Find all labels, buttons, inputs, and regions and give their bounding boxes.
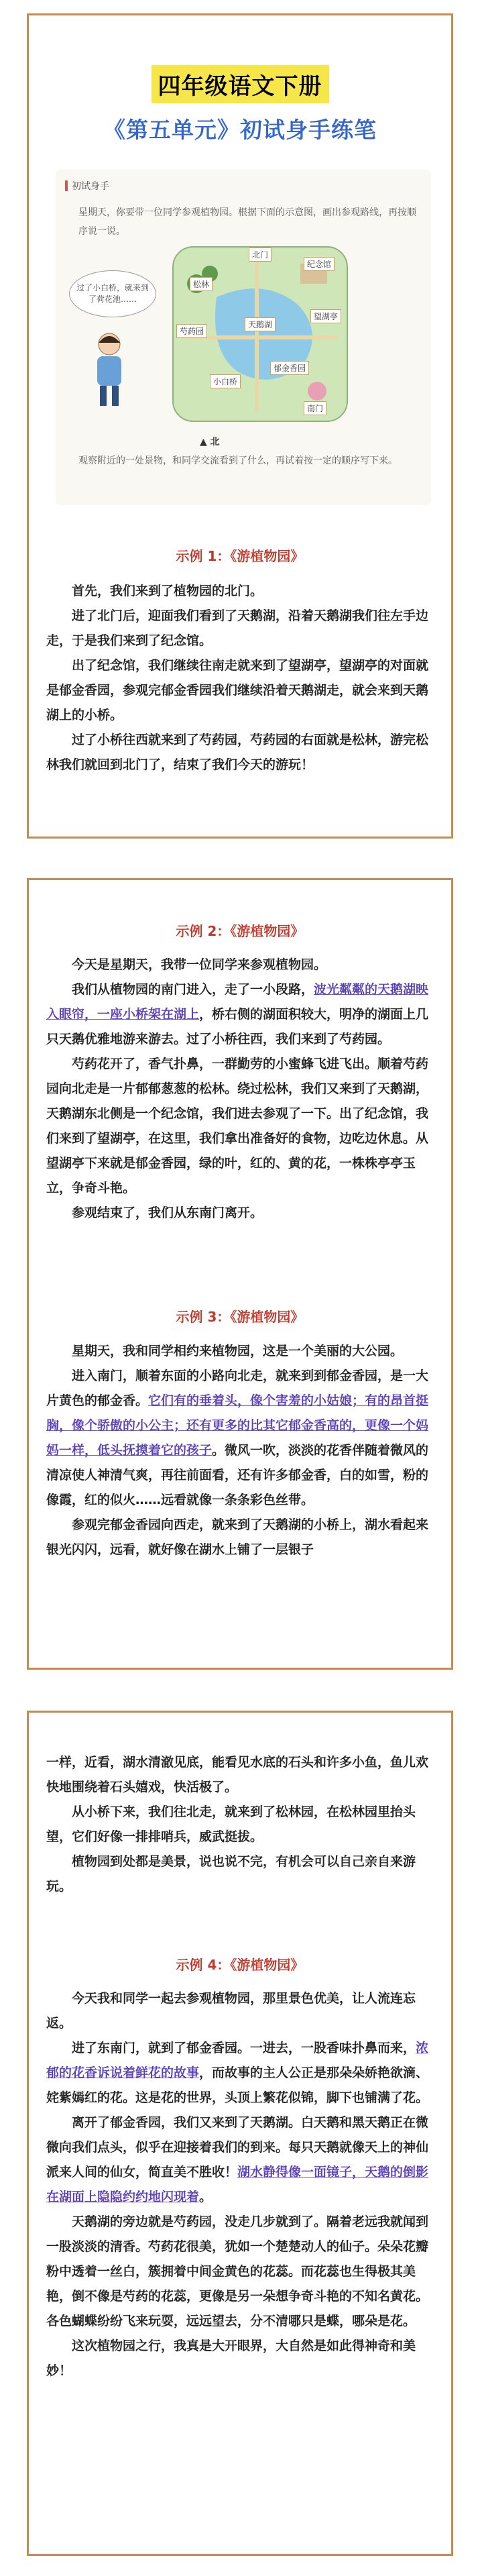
card-2 — [27, 878, 453, 1670]
example-3-title: 示例 3：《游植物园》 — [176, 1309, 304, 1325]
example-1-body — [29, 579, 451, 777]
example-4-title: 示例 4：《游植物园》 — [176, 1957, 304, 1973]
textbook-instruction-1: 星期天，你要带一位同学参观植物园。根据下面的示意图，画出参观路线，再按顺序说一说。 — [78, 207, 416, 237]
example-2-paragraph-2 — [29, 977, 451, 1052]
speech-bubble-text: 过了小白桥，就来到了荷花池…… — [76, 283, 149, 304]
example-4-paragraph-2 — [29, 2036, 451, 2110]
page-title: 四年级语文下册 — [152, 65, 329, 103]
example-2-body — [29, 953, 451, 1226]
text-segment: 。微风一吹，淡淡的花香伴随着微风的清凉使人神清气爽，再往前面看，还有许多郁金香，白的如雪，粉的像霞，红的似火……远看就像一条条彩色丝带。 — [46, 1443, 429, 1507]
example-1-paragraph: 进了北门后，迎面我们看到了天鹅湖，沿着天鹅湖我们往左手边走，于是我们来到了纪念馆。 — [46, 608, 429, 648]
example-4-paragraph-3 — [29, 2110, 451, 2210]
map-label-south-gate: 南门 — [304, 401, 326, 415]
card-3 — [27, 1711, 453, 2556]
speech-bubble — [69, 270, 156, 317]
highlighted-sentence: 浓郁的花香诉说着鲜花的故事 — [46, 2041, 429, 2080]
text-segment: ，而故事的主人公正是那朵朵娇艳欲滴、姹紫嫣红的花。这是花的世界，头顶上繁花似锦，脚下也铺满了花。 — [46, 2065, 429, 2105]
compass-north — [200, 435, 220, 448]
card-1 — [27, 13, 453, 839]
arrow-up-icon: ▲ — [200, 437, 207, 447]
example-1-title: 示例 1：《游植物园》 — [176, 548, 304, 564]
example-1-paragraph: 出了纪念馆，我们继续往南走就来到了望湖亭，望湖亭的对面就是郁金香园，参观完郁金香园我们继续沿着天鹅湖走，就会来到天鹅湖上的小桥。 — [46, 658, 429, 722]
map-label-memorial: 纪念馆 — [304, 257, 335, 271]
map-label-tulip: 郁金香园 — [270, 361, 309, 375]
example-3-paragraph-2 — [29, 1364, 451, 1513]
example-2-paragraph-3: 芍药花开了，香气扑鼻，一群勤劳的小蜜蜂飞进飞出。顺着芍药园向北走是一片郁郁葱葱的松林。绕过松林，我们又来到了天鹅湖，天鹅湖东北侧是一个纪念馆，我们进去参观了一下。出了纪念馆，我们来到了望湖亭，在这里，我们拿出准备好的食物，边吃边休息。从望湖亭下来就是郁金香园，绿的叶，红的、黄的花，一株株亭亭玉立，争奇斗艳。 — [46, 1057, 429, 1195]
textbook-heading: 初试身手 — [65, 179, 109, 193]
example-1-paragraph: 过了小桥往西就来到了芍药园，芍药园的右面就是松林，游完松林我们就回到北门了，结束了我们今天的游玩！ — [46, 733, 429, 772]
map-label-swan-lake: 天鹅湖 — [245, 317, 276, 331]
text-segment: 离开了郁金香园，我们又来到了天鹅湖。白天鹅和黑天鹅正在微微向我们点头，似乎在迎接着我们的到来。每只天鹅就像天上的神仙派来人间的仙女，简直美不胜收！ — [46, 2115, 429, 2180]
example-4-paragraph-4: 天鹅湖的旁边就是芍药园，没走几步就到了。隔着老远我就闻到一股淡淡的清香。芍药花很美，犹如一个楚楚动人的仙子。朵朵花瓣粉中透着一丝白，簇拥着中间金黄色的花蕊。而花蕊也生得极其美艳，倒不像是芍药的花蕊，更像是另一朵想争奇斗艳的不知名黄花。各色蝴蝶纷纷飞来玩耍，远远望去，分不清哪只是蝶，哪朵是花。 — [46, 2214, 429, 2328]
map-label-peony: 芍药园 — [176, 324, 207, 338]
map-label-white-bridge: 小白桥 — [210, 374, 241, 388]
example-2-title: 示例 2：《游植物园》 — [176, 923, 304, 939]
example-3-paragraph-1: 星期天，我和同学相约来植物园，这是一个美丽的大公园。 — [72, 1344, 404, 1358]
example-3-paragraph-4: 从小桥下来，我们往北走，就来到了松林园，在松林园里抬头望，它们好像一排排哨兵，威武挺拔。 — [46, 1805, 416, 1844]
example-3-paragraph-5: 植物园到处都是美景，说也说不完，有机会可以自己亲自来游玩。 — [46, 1854, 416, 1894]
text-segment: 进了东南门，就到了郁金香园。一进去，一股香味扑鼻而来， — [72, 2041, 416, 2055]
highlighted-sentence: 波光粼粼的天鹅湖映入眼帘，一座小桥架在湖上 — [46, 982, 429, 1022]
text-segment: 。 — [199, 2190, 213, 2204]
park-map — [170, 244, 351, 425]
highlighted-sentence: 湖水静得像一面镜子，天鹅的倒影在湖面上隐隐约约地闪现着 — [46, 2165, 429, 2204]
example-2-paragraph-4: 参观结束了，我们从东南门离开。 — [72, 1205, 263, 1220]
title-band — [29, 15, 451, 144]
child-figure-icon — [82, 329, 136, 410]
example-3-continued — [29, 1750, 451, 1899]
example-4-paragraph-1: 今天我和同学一起去参观植物园，那里景色优美，让人流连忘返。 — [46, 1991, 416, 2031]
example-3-body — [29, 1339, 451, 1562]
text-segment: ，桥右侧的湖面积较大，明净的湖面上几只天鹅优雅地游来游去。过了小桥往西，我们来到了芍药园。 — [46, 1007, 429, 1046]
map-label-north-gate: 北门 — [249, 248, 272, 262]
example-3-paragraph-3-start: 参观完郁金香园向西走，就来到了天鹅湖的小桥上，湖水看起来银光闪闪，远看，就好像在湖水上铺了一层银子 — [46, 1517, 429, 1557]
example-4-paragraph-5: 这次植物园之行，我真是大开眼界，大自然是如此得神奇和美妙！ — [46, 2339, 416, 2378]
textbook-excerpt — [56, 170, 431, 505]
compass-label: 北 — [210, 437, 220, 447]
example-1-paragraph: 首先，我们来到了植物园的北门。 — [72, 584, 263, 598]
example-2-paragraph-1: 今天是星期天，我带一位同学来参观植物园。 — [72, 957, 327, 972]
highlighted-sentence: 它们有的垂着头，像个害羞的小姑娘；有的昂首挺胸，像个骄傲的小公主；还有更多的比其它郁金香高的，更像一个妈妈一样，低头抚摸着它的孩子 — [46, 1393, 429, 1458]
map-label-lake-pavilion: 望湖亭 — [310, 309, 341, 323]
page-subtitle: 《第五单元》初试身手练笔 — [103, 117, 377, 143]
map-label-pine: 松林 — [190, 277, 213, 291]
text-segment: 我们从植物园的南门进入，走了一小段路， — [72, 982, 314, 997]
text-segment: 进入南门，顺着东面的小路向北走，就来到到郁金香园，是一大片黄色的郁金香。 — [46, 1368, 429, 1408]
example-3-paragraph-3-continued: 一样，近看，湖水清澈见底，能看见水底的石头和许多小鱼，鱼儿欢快地围绕着石头嬉戏，快活极了。 — [46, 1755, 429, 1794]
example-4-body — [29, 1986, 451, 2383]
textbook-instruction-2: 观察附近的一处景物，和同学交流看到了什么，再试着按一定的顺序写下来。 — [78, 455, 398, 466]
